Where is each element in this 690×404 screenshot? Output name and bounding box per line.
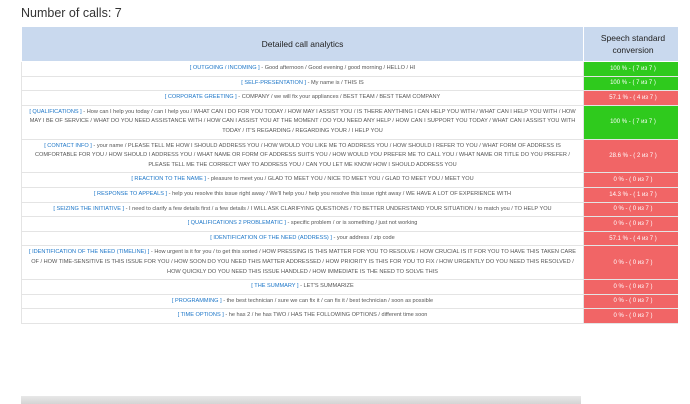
speech-standard-cell (22, 202, 584, 217)
table-row (22, 76, 679, 91)
speech-standard-phrases: - LET'S SUMMARIZE (298, 283, 354, 290)
conversion-rate-cell: 57.1 % - ( 4 из 7 ) (584, 231, 679, 246)
speech-standard-tag[interactable]: [ OUTGOING / INCOMING ] (189, 65, 260, 71)
speech-standard-tag[interactable]: [ IDENTIFICATION OF THE NEED (ADDRESS) ] (210, 234, 332, 241)
speech-standard-cell (22, 62, 584, 77)
table-body (22, 62, 679, 324)
speech-standard-tag[interactable]: [ CONTACT INFO ] (44, 142, 92, 149)
table-row (22, 202, 679, 217)
table-row (22, 246, 679, 280)
speech-standard-phrases: - he has 2 / he has TWO / HAS THE FOLLOWING OPTIONS / different time soon (223, 312, 428, 319)
conversion-rate-cell: 100 % - ( 7 из 7 ) (584, 62, 679, 77)
speech-standard-phrases: - Good afternoon / Good evening / good morning / HELLO / HI (259, 65, 416, 71)
table-header-row (22, 27, 679, 62)
speech-standard-cell (22, 246, 584, 280)
table-row (22, 309, 679, 324)
table-row (22, 62, 679, 77)
speech-standard-tag[interactable]: [ QUALIFICATIONS 2 PROBLEMATIC ] (187, 220, 286, 227)
table-row (22, 217, 679, 232)
speech-standard-phrases: - My name is / THIS IS (306, 79, 364, 86)
speech-standard-tag[interactable]: [ PROGRAMMING ] (171, 297, 222, 304)
table-row (22, 231, 679, 246)
conversion-rate-cell: 0 % - ( 0 из 7 ) (584, 294, 679, 309)
table-row (22, 280, 679, 295)
conversion-rate-cell: 0 % - ( 0 из 7 ) (584, 173, 679, 188)
speech-standard-phrases: - How urgent is it for you / to get this sorted / HOW PRESSING IS THIS MATTER FOR YOU TO RESOLVE / HOW CRUCIAL IS IT FOR YOU TO HAVE THIS TAKEN CARE OF / HOW TIME-SENSITIVE IS THIS ISSUE FOR YOU / HOW SOON DO YOU NEED THIS MATTER ADDRESSED / HOW PRIORITY IS THIS FOR YOU TO FIX / HOW URGENTLY DO YOU NEED THIS RESOLVED / HOW QUICKLY DO YOU NEED THIS ISSUE HANDLED / HOW IMMEDIATE IS THE NEED TO SOLVE THIS (31, 249, 577, 275)
speech-standard-tag[interactable]: [ CORPORATE GREETING ] (164, 94, 237, 101)
speech-standard-phrases: - the best technician / sure we can fix it / can fix it / best technician / soon as possible (221, 297, 434, 304)
conversion-rate-cell: 0 % - ( 0 из 7 ) (584, 309, 679, 324)
speech-standard-phrases: - pleasure to meet you / GLAD TO MEET YOU / NICE TO MEET YOU / GLAD TO MEET YOU / MEET YOU (205, 176, 474, 183)
conversion-rate-cell: 57.1 % - ( 4 из 7 ) (584, 91, 679, 106)
speech-standard-cell (22, 217, 584, 232)
header-detailed-call-analytics: Detailed call analytics (22, 27, 584, 62)
speech-standard-phrases: - your address / zip code (331, 234, 395, 241)
speech-standard-cell (22, 173, 584, 188)
header-speech-standard-conversion: Speech standard conversion (584, 27, 679, 62)
table-row (22, 91, 679, 106)
speech-standard-phrases: - How can I help you today / can I help you / WHAT CAN I DO FOR YOU TODAY / HOW MAY I ASSIST YOU / IS THERE ANYTHING I CAN HELP YOU WITH / WHAT CAN I HELP YOU WITH / HOW MAY I BE OF SERVICE / WHAT DO YOU NEED ASSISTANCE WITH / HOW CAN I ASSIST YOU AT THE MOMENT / DO YOU NEED ANY HELP / HOW CAN I SUPPORT YOU TODAY / WHAT CAN I ASSIST YOU WITH TODAY / IT'S REGARDING / REGARDING YOUR / I HELP YOU (29, 108, 576, 134)
table-row (22, 294, 679, 309)
conversion-rate-cell: 100 % - ( 7 из 7 ) (584, 76, 679, 91)
conversion-rate-cell: 0 % - ( 0 из 7 ) (584, 246, 679, 280)
table-row (22, 105, 679, 139)
speech-standard-phrases: - COMPANY / we will fix your appliances / BEST TEAM / BEST TEAM COMPANY (236, 94, 441, 101)
speech-standard-cell (22, 76, 584, 91)
speech-standard-phrases: - help you resolve this issue right away / We'll help you / help you resolve this issue right away / WE HAVE A LOT OF EXPERIENCE WITH (167, 190, 512, 197)
speech-standard-tag[interactable]: [ THE SUMMARY ] (251, 283, 299, 290)
speech-standard-phrases: - your name / PLEASE TELL ME HOW I SHOULD ADDRESS YOU / HOW WOULD YOU LIKE ME TO ADDRESS YOU / HOW SHOULD I REFER TO YOU / WHAT FORM OF ADDRESS IS COMFORTABLE FOR YOU / HOW SHOULD I ADDRESS YOU / WHAT NAME OR FORM OF ADDRESS SUITS YOU / HOW WOULD YOU PREFER ME TO CALL YOU / WHAT NAME OR TITLE DO YOU PREFER / PLEASE TELL ME THE CORRECT WAY TO ADDRESS YOU / CAN YOU LET ME KNOW HOW I SHOULD ADDRESS YOU (34, 142, 570, 168)
speech-standard-tag[interactable]: [ RESPONSE TO APPEALS ] (93, 190, 168, 197)
conversion-rate-cell: 28.6 % - ( 2 из 7 ) (584, 139, 679, 173)
speech-standard-cell (22, 139, 584, 173)
call-analytics-table (21, 26, 678, 324)
conversion-rate-cell: 0 % - ( 0 из 7 ) (584, 280, 679, 295)
conversion-rate-cell: 0 % - ( 0 из 7 ) (584, 202, 679, 217)
speech-standard-tag[interactable]: [ SEIZING THE INITIATIVE ] (53, 205, 125, 212)
speech-standard-cell (22, 105, 584, 139)
speech-standard-cell (22, 280, 584, 295)
speech-standard-phrases: - specific problem / or is something / just not working (285, 220, 418, 227)
speech-standard-cell (22, 231, 584, 246)
speech-standard-tag[interactable]: [ IDENTIFICATION OF THE NEED (TIMELINE) ] (28, 249, 150, 256)
conversion-rate-cell: 14.3 % - ( 1 из 7 ) (584, 187, 679, 202)
speech-standard-phrases: - I need to clarify a few details first / a few details / I WILL ASK CLARIFYING QUESTIONS / TO BETTER UNDERSTAND YOUR SITUATION / to match you / TO HELP YOU (124, 205, 552, 212)
speech-standard-cell (22, 309, 584, 324)
speech-standard-cell (22, 187, 584, 202)
speech-standard-tag[interactable]: [ TIME OPTIONS ] (177, 312, 224, 319)
speech-standard-cell (22, 294, 584, 309)
speech-standard-tag[interactable]: [ QUALIFICATIONS ] (29, 108, 82, 115)
table-row (22, 139, 679, 173)
conversion-rate-cell: 100 % - ( 7 из 7 ) (584, 105, 679, 139)
number-of-calls: Number of calls: 7 (21, 6, 122, 20)
speech-standard-cell (22, 91, 584, 106)
conversion-rate-cell: 0 % - ( 0 из 7 ) (584, 217, 679, 232)
speech-standard-tag[interactable]: [ REACTION TO THE NAME ] (131, 176, 206, 183)
table-row (22, 187, 679, 202)
call-analytics-table-container (21, 26, 678, 404)
cut-off-row-strip (21, 396, 581, 404)
speech-standard-tag[interactable]: [ SELF-PRESENTATION ] (241, 79, 307, 86)
table-row (22, 173, 679, 188)
